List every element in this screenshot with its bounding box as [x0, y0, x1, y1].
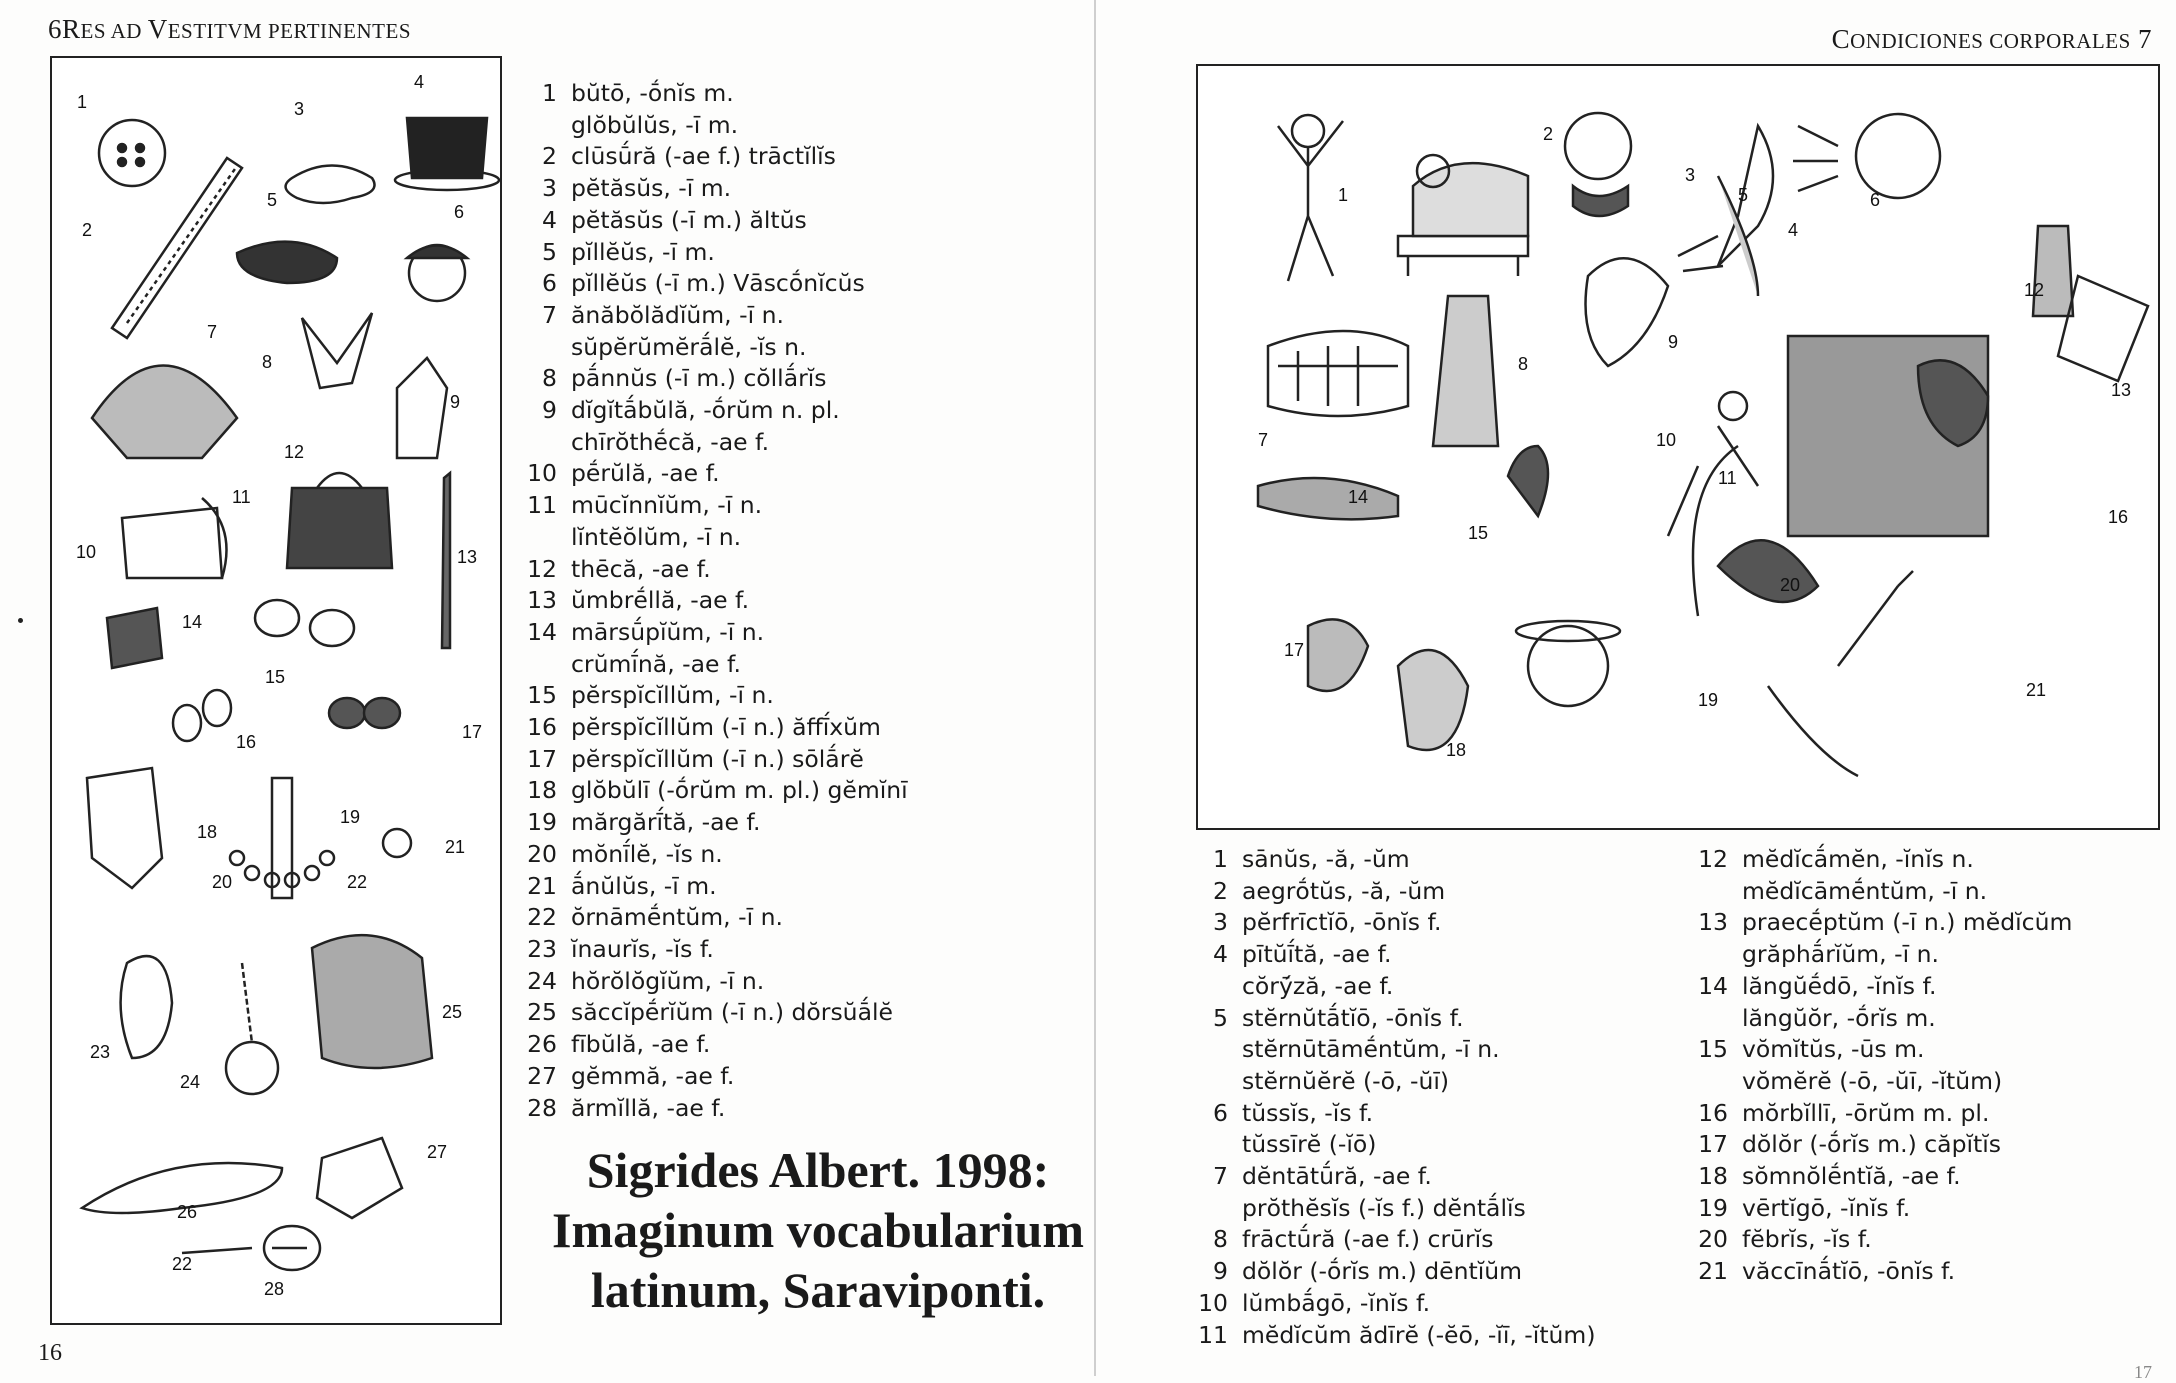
vocab-entry: 8 pā́nnŭs (-ī m.) cŏllā́rĭs [542, 364, 827, 393]
vocab-entry: 13 ŭmbrḗllă, -ae f. [527, 586, 750, 615]
collar-drawing [302, 313, 372, 388]
clothing-drawings [52, 58, 500, 1323]
vocab-entry: 14 mārsū́pĭŭm, -ī n. crŭmī́nă, -ae f. [527, 617, 765, 678]
wallet-drawing [107, 608, 162, 668]
figure-label: 7 [207, 322, 218, 342]
citation-caption [498, 1140, 1138, 1320]
figure-label: 22 [347, 872, 368, 892]
vocab-entry: 22 ŏrnāmḗntŭm, -ī n. [527, 903, 783, 932]
vocab-entry: 6 tŭssĭs, -ĭs f. tŭssīrĕ (-ĭō) [1213, 1098, 1377, 1159]
gem-drawing [317, 1138, 402, 1218]
glasses-drawing [255, 600, 299, 636]
vocab-entry: 1 bŭtō, -ṓnĭs m. glŏbŭlŭs, -ī m. [542, 79, 739, 139]
running-head-smallcaps: ES AD [80, 19, 148, 43]
vocab-entry: 3 pĕtăsŭs, -ī m. [542, 174, 732, 203]
citation-line: Imaginum vocabularium [551, 1202, 1084, 1258]
purse-drawing [122, 508, 222, 578]
figure-label: 4 [414, 72, 425, 92]
figure-label: 19 [340, 807, 361, 827]
figure-label: 6 [454, 202, 465, 222]
figure-label: 11 [232, 487, 251, 507]
conditions-vocabulary-col2 [1686, 844, 2072, 1288]
vocab-entry: 3 pĕrfrīctĭō, -ōnĭs f. [1213, 908, 1442, 937]
clothing-vocabulary-list [515, 78, 908, 1124]
running-head-smallcaps: ONDICIONES CORPORALES [1850, 29, 2131, 53]
vocab-entry: 12 mĕdĭcā́mĕn, -ĭnĭs n. mĕdĭcāmḗntŭm, -ī n. [1698, 845, 1988, 905]
vocab-entry: 26 fībŭlă, -ae f. [527, 1030, 711, 1059]
vocab-entry: 25 săccĭpḗrĭŭm (-ī n.) dŏrsŭā́lĕ [527, 998, 893, 1027]
vocab-entry: 7 ănăbŏlădĭŭm, -ī n. sŭpĕrŭmĕrā́lĕ, -ĭs n. [542, 300, 807, 361]
ring-drawing [383, 829, 411, 857]
cufflink-hand-drawing [87, 768, 162, 888]
vocab-entry: 16 mŏrbĭllī, -ōrŭm m. pl. [1698, 1098, 1990, 1127]
vocab-entry: 24 hŏrŏlŏgĭŭm, -ī n. [527, 966, 765, 995]
vocab-entry: 10 lŭmbā́gō, -ĭnĭs f. [1198, 1288, 1431, 1317]
figure-label: 9 [1668, 332, 1679, 352]
figure-label: 2 [1543, 124, 1554, 144]
vocab-entry: 14 lăngŭḗdō, -ĭnĭs f. lăngŭŏr, -ṓrĭs m. [1698, 971, 1937, 1032]
figure-label: 17 [462, 722, 483, 742]
left-page-number: 16 [38, 1340, 62, 1366]
figure-label: 28 [264, 1279, 285, 1299]
figure-label: 2 [82, 220, 93, 240]
figure-label: 3 [294, 99, 305, 119]
citation-line: Sigrides Albert. 1998: [586, 1142, 1050, 1198]
clothing-illustration [50, 56, 502, 1325]
figure-label: 20 [1780, 575, 1801, 595]
sunglasses-drawing [329, 698, 365, 728]
vocab-entry: 10 pḗrŭlă, -ae f. [527, 459, 720, 488]
figure-label: 12 [284, 442, 305, 462]
vomiting-man-drawing [1508, 446, 1548, 516]
vocab-entry: 4 pĕtăsŭs (-ī m.) ăltŭs [542, 205, 807, 234]
figure-label: 6 [1870, 190, 1881, 210]
vocab-entry: 11 mĕdĭcŭm ădīrĕ (-ĕō, -ĭī, -ĭtŭm) [1198, 1320, 1596, 1349]
vocab-entry: 19 vērtĭgō, -ĭnĭs f. [1698, 1193, 1911, 1222]
glove-drawing [397, 358, 447, 458]
button-drawing [99, 120, 165, 186]
sleepy-woman-drawing [1398, 650, 1468, 750]
running-head-page-number: 7 [2138, 24, 2152, 54]
vocab-entry: 23 ĭnaurĭs, -ĭs f. [527, 934, 714, 963]
figure-label: 1 [1338, 185, 1349, 205]
figure-label: 14 [1348, 487, 1369, 507]
vocab-entry: 21 văccīnā́tĭō, -ōnĭs f. [1698, 1257, 1956, 1286]
figure-label: 17 [1284, 640, 1305, 660]
right-page [1096, 0, 2176, 1382]
vocab-entry: 17 dŏlŏr (-ṓrĭs m.) căpĭtĭs [1698, 1130, 2002, 1159]
figure-label: 21 [445, 837, 466, 857]
figure-label: 4 [1788, 220, 1799, 240]
vocab-entry: 13 praecḗptŭm (-ī n.) mĕdĭcŭm grăphā́rĭŭm, -ī n. [1698, 908, 2073, 969]
figure-label: 12 [2024, 280, 2045, 300]
vocab-entry: 2 aegrṓtŭs, -ă, -ŭm [1213, 876, 1446, 905]
vocab-entry: 15 pĕrspĭcĭllŭm, -ī n. [527, 681, 774, 710]
figure-label: 7 [1258, 430, 1269, 450]
vocab-entry: 18 glŏbŭlī (-ṓrŭm m. pl.) gĕmĭnī [527, 776, 908, 805]
figure-label: 26 [177, 1202, 198, 1222]
conditions-vocabulary-col1 [1186, 844, 1596, 1351]
running-head-page-number: 6 [48, 14, 62, 44]
headache-drawing [1308, 619, 1368, 691]
body-conditions-illustration [1196, 64, 2160, 830]
shawl-drawing [92, 366, 237, 459]
figure-label: 18 [1446, 740, 1467, 760]
figure-label: 24 [180, 1072, 201, 1092]
cold-face-drawing [1565, 113, 1631, 179]
leg-cast-drawing [1433, 296, 1498, 446]
dentures-drawing [1268, 331, 1408, 416]
figure-label: 8 [262, 352, 273, 372]
beret-drawing [237, 242, 337, 283]
vocab-entry: 9 dŏlŏr (-ṓrĭs m.) dēntĭŭm [1213, 1257, 1523, 1286]
vocab-entry: 18 sŏmnŏlḗntĭă, -ae f. [1698, 1162, 1961, 1191]
citation-line: latinum, Saraviponti. [590, 1262, 1046, 1318]
running-head-initial: V [147, 14, 168, 44]
figure-label: 13 [457, 547, 478, 567]
running-head-smallcaps: ESTITVM PERTINENTES [167, 19, 412, 43]
running-head-initial: R [62, 14, 81, 44]
running-head-initial: C [1831, 24, 1851, 54]
figure-label: 9 [450, 392, 461, 412]
figure-label: 19 [1698, 690, 1719, 710]
figure-label: 13 [2111, 380, 2132, 400]
right-running-head [1832, 24, 2152, 55]
necklace-stand-drawing [272, 778, 292, 898]
vocab-entry: 1 sānŭs, -ă, -ŭm [1213, 845, 1410, 873]
briefcase-drawing [287, 488, 392, 568]
figure-label: 16 [236, 732, 257, 752]
hat-drawing [286, 166, 375, 204]
figure-label: 23 [90, 1042, 111, 1062]
healthy-man-drawing [1292, 115, 1324, 147]
figure-label: 1 [77, 92, 88, 112]
vocab-entry: 7 dĕntātū́ră, -ae f. prŏthĕsĭs (-ĭs f.) dĕntā́lĭs [1213, 1162, 1526, 1222]
pocket-watch-drawing [226, 1042, 278, 1094]
dizzy-man-drawing [1528, 626, 1608, 706]
vocab-entry: 8 frāctū́ră (-ae f.) crūrĭs [1213, 1225, 1494, 1254]
figure-label: 15 [1468, 523, 1489, 543]
backpack-drawing [312, 935, 432, 1068]
syringe-drawing [1838, 571, 1913, 666]
vocab-entry: 2 clūsū́ră (-ae f.) trāctĭlĭs [542, 142, 836, 171]
vocab-entry: 11 mūcĭnnĭŭm, -ī n. lĭntĕŏlŭm, -ī n. [527, 491, 763, 551]
figure-label: 27 [427, 1142, 448, 1162]
vocab-entry: 6 pĭllĕŭs (-ī m.) Vāscṓnĭcŭs [542, 269, 865, 298]
figure-label: 25 [442, 1002, 463, 1022]
ear-drawing [121, 956, 172, 1058]
vocab-entry: 5 pĭllĕŭs, -ī m. [542, 237, 715, 266]
figure-label: 3 [1685, 165, 1696, 185]
figure-label: 14 [182, 612, 203, 632]
figure-label: 18 [197, 822, 218, 842]
sick-bed-drawing [1398, 236, 1528, 276]
figure-label: 8 [1518, 354, 1529, 374]
figure-label: 10 [1656, 430, 1677, 450]
vocab-entry: 4 pītŭī́tă, -ae f. cŏrȳ́ză, -ae f. [1213, 940, 1394, 1000]
figure-label: 16 [2108, 507, 2129, 527]
right-page-number: 17 [2134, 1362, 2152, 1382]
vocab-entry: 16 pĕrspĭcĭllŭm (-ī n.) ăffī́xŭm [527, 713, 881, 742]
toothache-drawing [1586, 258, 1669, 366]
vocab-entry: 9 dĭgĭtā́bŭlă, -ṓrŭm n. pl. chīrŏthḗcă, -ae f. [542, 396, 840, 456]
scan-artifact [18, 618, 23, 623]
fever-drawing [1718, 540, 1818, 602]
figure-label: 10 [76, 542, 97, 562]
vocab-entry: 5 stĕrnŭtā́tĭō, -ōnĭs f. stĕrnūtāmḗntŭm, -ī n. stĕrnŭĕrĕ (-ō, -ŭī) [1213, 1003, 1500, 1095]
fatigue-man-drawing [1258, 478, 1398, 519]
figure-label: 5 [1738, 185, 1749, 205]
figure-label: 5 [267, 190, 278, 210]
vocab-entry: 12 thēcă, -ae f. [527, 554, 711, 583]
figure-label: 20 [212, 872, 233, 892]
coughing-face-drawing [1856, 114, 1940, 198]
figure-label: 11 [1718, 468, 1737, 488]
vocab-entry: 17 pĕrspĭcĭllŭm (-ī n.) sōlā́rĕ [527, 744, 864, 773]
pince-nez-drawing [173, 705, 201, 741]
vocab-entry: 27 gĕmmă, -ae f. [527, 1061, 735, 1090]
vocab-entry: 15 vŏmĭtŭs, -ūs m. vŏmĕrĕ (-ō, -ŭī, -ĭtŭm) [1698, 1035, 2003, 1095]
medicine-bottle-drawing [2033, 226, 2073, 316]
conditions-drawings [1198, 66, 2158, 828]
vocab-entry: 20 fĕbrĭs, -ĭs f. [1698, 1225, 1872, 1254]
vocab-entry: 19 mărgărī́tă, -ae f. [527, 808, 761, 837]
left-running-head [48, 14, 411, 45]
vocab-entry: 20 mŏnī́lĕ, -ĭs n. [527, 839, 723, 868]
figure-label: 22 [172, 1254, 193, 1274]
umbrella-drawing [442, 473, 450, 648]
vocab-entry: 28 ărmĭllă, -ae f. [527, 1093, 726, 1122]
figure-label: 21 [2026, 680, 2047, 700]
figure-label: 15 [265, 667, 286, 687]
vocab-entry: 21 ā́nŭlŭs, -ī m. [527, 871, 717, 900]
